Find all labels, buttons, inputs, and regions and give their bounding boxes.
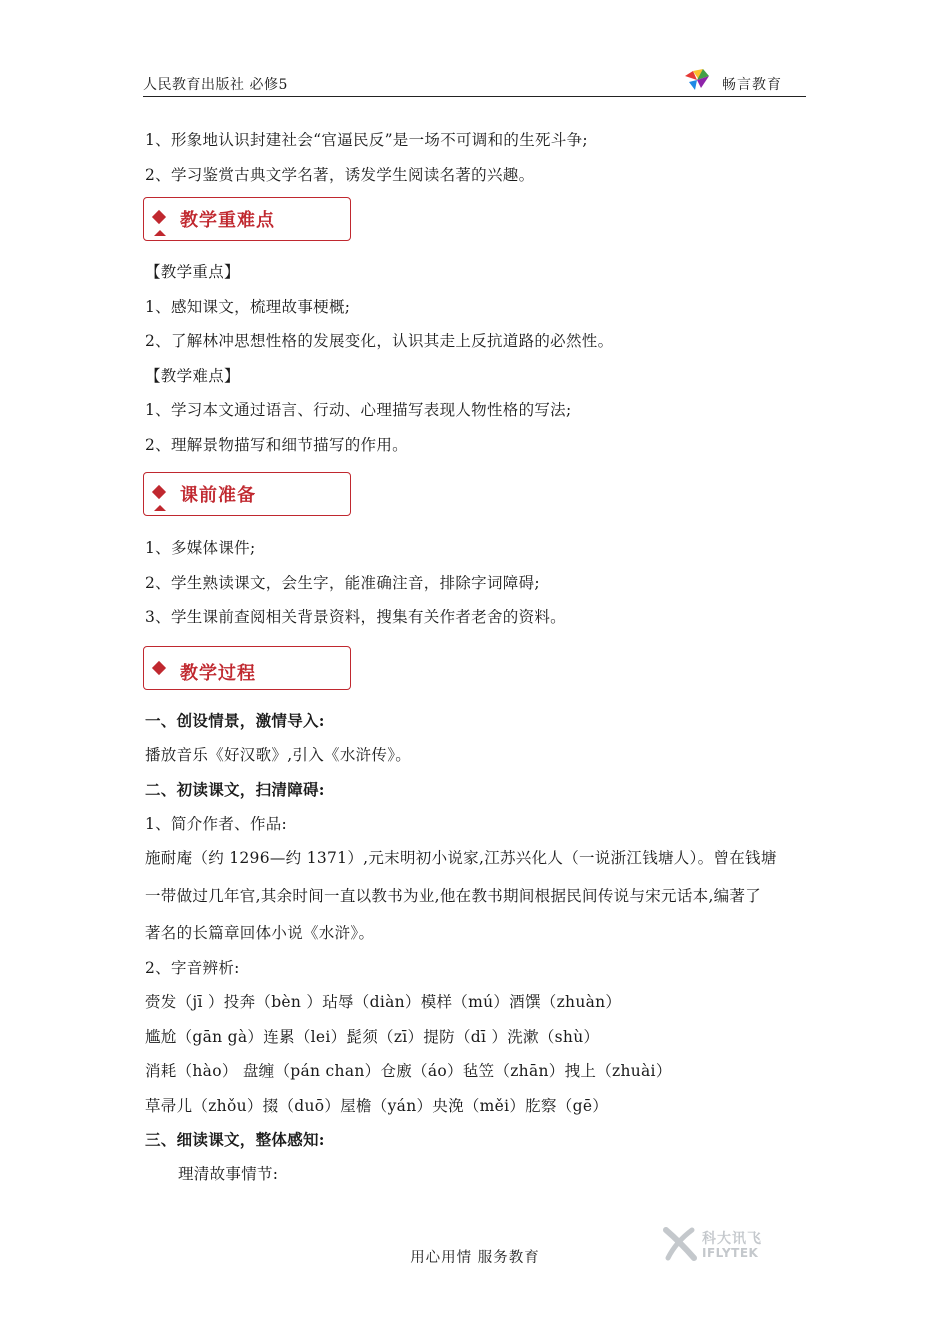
diamond-icon xyxy=(152,485,166,499)
prep-item-1: 1、多媒体课件; xyxy=(145,539,256,557)
step-2-heading: 二、初读课文，扫清障碍: xyxy=(145,780,325,799)
phonetics-line-2: 尴尬（gān gà）连累（lei）髭须（zī）提防（dī ）洗漱（shù） xyxy=(145,1028,600,1046)
difficulty-item-2: 2、理解景物描写和细节描写的作用。 xyxy=(145,436,408,454)
diamond-icon xyxy=(152,661,166,675)
section-title: 教学重难点 xyxy=(180,210,275,231)
objective-2: 2、学习鉴赏古典文学名著，诱发学生阅读名著的兴趣。 xyxy=(145,166,535,184)
triangle-icon xyxy=(154,505,166,511)
focus-label: 【教学重点】 xyxy=(145,263,240,281)
section-header-process xyxy=(143,646,351,690)
author-intro-line-1: 施耐庵（约 1296—约 1371）,元末明初小说家,江苏兴化人（一说浙江钱塘人）。曾在钱塘 xyxy=(145,849,777,867)
publisher-label: 人民教育出版社 必修5 xyxy=(143,77,288,93)
iflytek-logo xyxy=(662,1224,772,1264)
iflytek-en-label: IFLYTEK xyxy=(702,1246,759,1260)
focus-item-1: 1、感知课文，梳理故事梗概; xyxy=(145,298,351,316)
triangle-icon xyxy=(154,230,166,236)
section-header-keypoints xyxy=(143,197,351,241)
section-header-prep xyxy=(143,472,351,516)
focus-item-2: 2、了解林冲思想性格的发展变化，认识其走上反抗道路的必然性。 xyxy=(145,332,614,350)
difficulty-item-1: 1、学习本文通过语言、行动、心理描写表现人物性格的写法; xyxy=(145,401,572,419)
prep-item-2: 2、学生熟读课文，会生字，能准确注音，排除字词障碍; xyxy=(145,574,540,592)
diamond-icon xyxy=(152,210,166,224)
step-3-heading: 三、细读课文，整体感知: xyxy=(145,1130,325,1149)
prep-item-3: 3、学生课前查阅相关背景资料，搜集有关作者老舍的资料。 xyxy=(145,608,566,626)
author-intro-line-3: 著名的长篇章回体小说《水浒》。 xyxy=(145,924,375,942)
phonetics-label: 2、字音辨析: xyxy=(145,959,240,977)
phonetics-line-1: 赍发（jī ）投奔（bèn ）玷辱（diàn）模样（mú）酒馔（zhuàn） xyxy=(145,993,622,1011)
changyan-logo-icon xyxy=(683,68,715,92)
brand-label: 畅言教育 xyxy=(722,77,782,93)
footer-slogan: 用心用情 服务教育 xyxy=(410,1250,540,1266)
difficulty-label: 【教学难点】 xyxy=(145,367,240,385)
phonetics-line-3: 消耗（hào） 盘缠（pán chan）仓廒（áo）毡笠（zhān）拽上（zhuài） xyxy=(145,1062,672,1080)
iflytek-x-icon xyxy=(662,1226,698,1262)
author-intro-label: 1、简介作者、作品: xyxy=(145,815,288,833)
page-header xyxy=(143,68,806,97)
iflytek-cn-label: 科大讯飞 xyxy=(702,1231,762,1247)
step-1-heading: 一、创设情景，激情导入: xyxy=(145,711,325,730)
phonetics-line-4: 草帚儿（zhǒu）掇（duō）屋檐（yán）央浼（měi）肐察（gē） xyxy=(145,1097,609,1115)
step-1-text: 播放音乐《好汉歌》,引入《水浒传》。 xyxy=(145,746,412,764)
objective-1: 1、形象地认识封建社会“官逼民反”是一场不可调和的生死斗争; xyxy=(145,131,588,149)
section-title: 课前准备 xyxy=(180,485,256,506)
author-intro-line-2: 一带做过几年官,其余时间一直以教书为业,他在教书期间根据民间传说与宋元话本,编著了 xyxy=(145,887,762,905)
step-3-text: 理清故事情节: xyxy=(178,1165,279,1183)
section-title: 教学过程 xyxy=(180,663,256,684)
